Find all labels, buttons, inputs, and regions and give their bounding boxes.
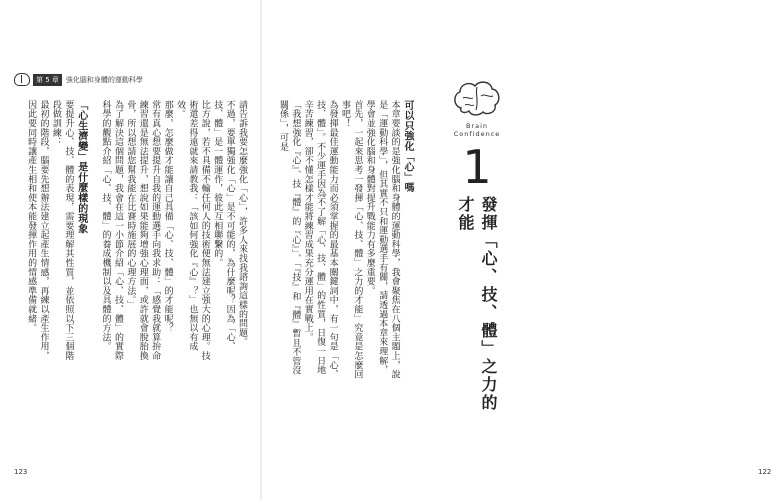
paragraph: 常有真心想要提升自我的運動選手向我求助：「感覺我就算拚命練習還是無法提升，想說如果能夠增強心理面，或許就會脫胎換骨，所以想請您幫我能在比賽時施展的心理方法。」 (125, 100, 161, 361)
left-body-text (25, 100, 248, 362)
right-body-text (277, 100, 413, 380)
paragraph: 不過，要單獨強化「心」是不可能的，為什麼呢？因為「心、技、體」是一體運作，彼此互相聯繫的。 (212, 100, 235, 352)
page-number: 122 (758, 468, 771, 476)
paragraph: 請告訴我要怎麼強化「心」，許多人來找我諮詢這樣的問題。 (237, 100, 247, 347)
paragraph: 比方說，若不具備不輸任何人的技術便無法建立強大的心理。技術還差得遠就來請教我：「該如何強化『心』？」也無以有成效。 (174, 100, 210, 361)
section-heading: 「心生濟變」是什麼樣的現象 (75, 100, 87, 234)
paragraph: 本章要談的是強化腦和身體的運動科學，我會聚焦在八個主題上，說是「運動科學」，但其實不只和運動選手有關，請透過本章來理解，學會並強化腦和身體對提升戰能力有多麼重要。 (364, 100, 400, 379)
brain-icon (14, 73, 30, 86)
brain-icon (451, 78, 503, 120)
chapter-title: 強化腦和身體的運動科學 (65, 75, 143, 84)
paragraph: 那麼，怎麼做才能讓自己具備「心、技、體」的才能呢？ (162, 100, 173, 333)
left-page (0, 0, 262, 500)
section-heading: 可以只強化「心」嗎 (402, 100, 413, 193)
chapter-big-number: 1 (462, 140, 492, 194)
chapter-number-label: 第 5 章 (33, 74, 62, 86)
chapter-headline: 發揮「心、技、體」之力的才能 (456, 196, 498, 412)
paragraph: 為發揮最佳運動能力而必須掌握的最基本關鍵詞中，有一句是「心、技、體」。不少運手因為不了解「心、技、體」的性質，日復一日地辛苦練習，卻不懂怎樣才能將練習成果充分運用在實戰上。 (302, 100, 338, 379)
paragraph: 為了解決這個問題，我會在這一小節介紹「心、技、體」的實際科學的觀點介紹「心、技、體」的養成機制以及具體的方法。 (100, 100, 123, 361)
chapter-opener (447, 78, 507, 426)
running-header (14, 73, 143, 86)
paragraph: 要提升心、技、體的表現，需要理解其性質，並依照以下三個階段做訓練： (50, 100, 74, 361)
paragraph: 「我想強化『心』、技『體』的『心』」、「『技』和『體』暫且不管沒關係」，可是 (277, 100, 301, 376)
brand-label: Brain Confidence (453, 122, 501, 138)
paragraph: 最初的階段，腦要先想辦法建立起產生情感，再練以產生作用，因此要同時讓產生相和使本能發揮作用的情感準備就緒。 (26, 100, 49, 361)
paragraph: 首先，一起來思考一發揮「心、技、體」之力的才能」究竟是怎麼回事吧！ (339, 100, 363, 379)
page-number: 123 (14, 468, 28, 476)
